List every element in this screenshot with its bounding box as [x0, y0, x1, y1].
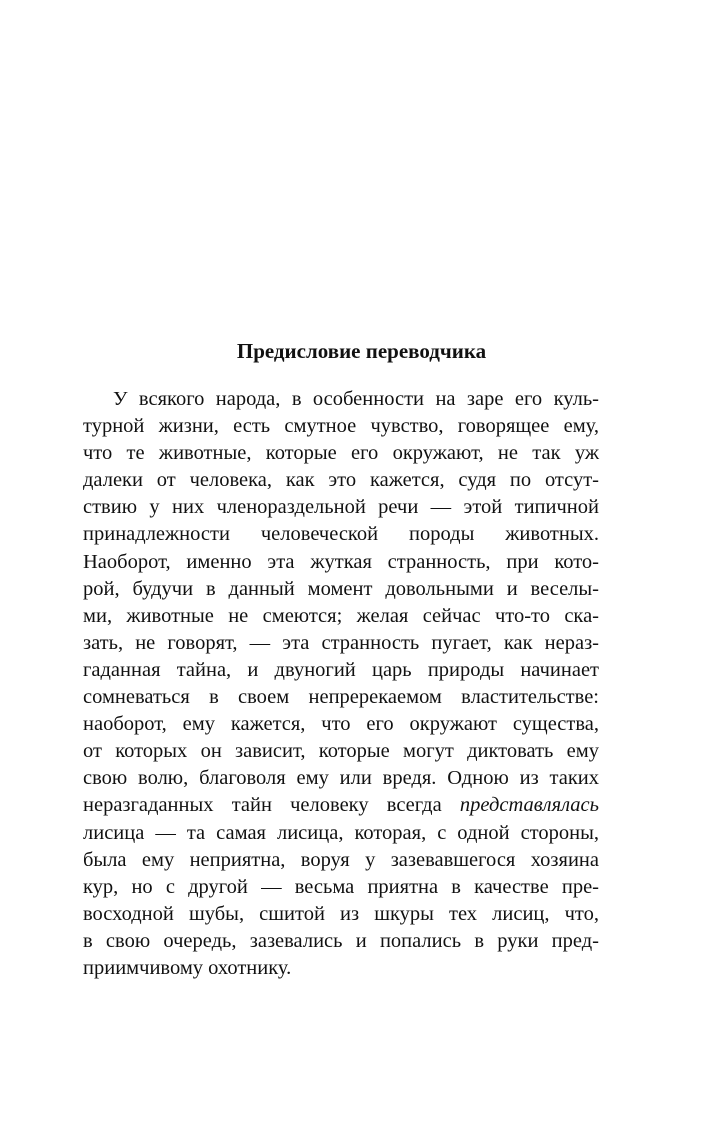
text-line: была ему неприятна, воруя у зазевавшегося хозяина: [83, 848, 599, 871]
text-line: рой, будучи в данный момент довольными и веселы-: [83, 577, 599, 600]
text-line: наоборот, ему кажется, что его окружают существа,: [83, 713, 599, 736]
text-line: турной жизни, есть смутное чувство, говорящее ему,: [83, 415, 599, 438]
text-line: восходной шубы, сшитой из шкуры тех лисиц, что,: [83, 902, 599, 925]
text-line: ствию у них членораздельной речи — этой типичной: [83, 496, 599, 519]
text-line: в свою очередь, зазевались и попались в руки пред-: [83, 929, 599, 952]
text-segment: неразгаданных тайн человеку всегда: [83, 794, 460, 817]
page-title: Предисловие переводчика: [236, 339, 487, 363]
italic-word: представлялась: [459, 794, 599, 817]
preface-paragraph: [83, 386, 599, 982]
text-line: лисица — та самая лисица, которая, с одной стороны,: [83, 821, 599, 844]
text-line: ми, животные не смеются; желая сейчас что-то ска-: [83, 604, 599, 627]
text-line: зать, не говорят, — эта странность пугает, как нераз-: [83, 631, 599, 654]
text-line: кур, но с другой — весьма приятна в качестве пре-: [83, 875, 599, 898]
text-line: принадлежности человеческой породы животных.: [83, 523, 599, 546]
text-line: гаданная тайна, и двуногий царь природы начинает: [83, 658, 599, 681]
text-line: сомневаться в своем непререкаемом властительстве:: [83, 686, 599, 709]
text-line-with-italic: [83, 792, 599, 819]
text-line: свою волю, благоволя ему или вредя. Одною из таких: [83, 767, 599, 790]
text-line: У всякого народа, в особенности на заре его куль-: [113, 388, 599, 410]
text-line: что те животные, которые его окружают, не так уж: [83, 442, 599, 465]
text-line: от которых он зависит, которые могут диктовать ему: [83, 740, 599, 763]
text-line: далеки от человека, как это кажется, судя по отсут-: [83, 469, 599, 492]
text-line: Наоборот, именно эта жуткая странность, при кото-: [83, 550, 599, 573]
text-line: приимчивому охотнику.: [83, 956, 292, 979]
